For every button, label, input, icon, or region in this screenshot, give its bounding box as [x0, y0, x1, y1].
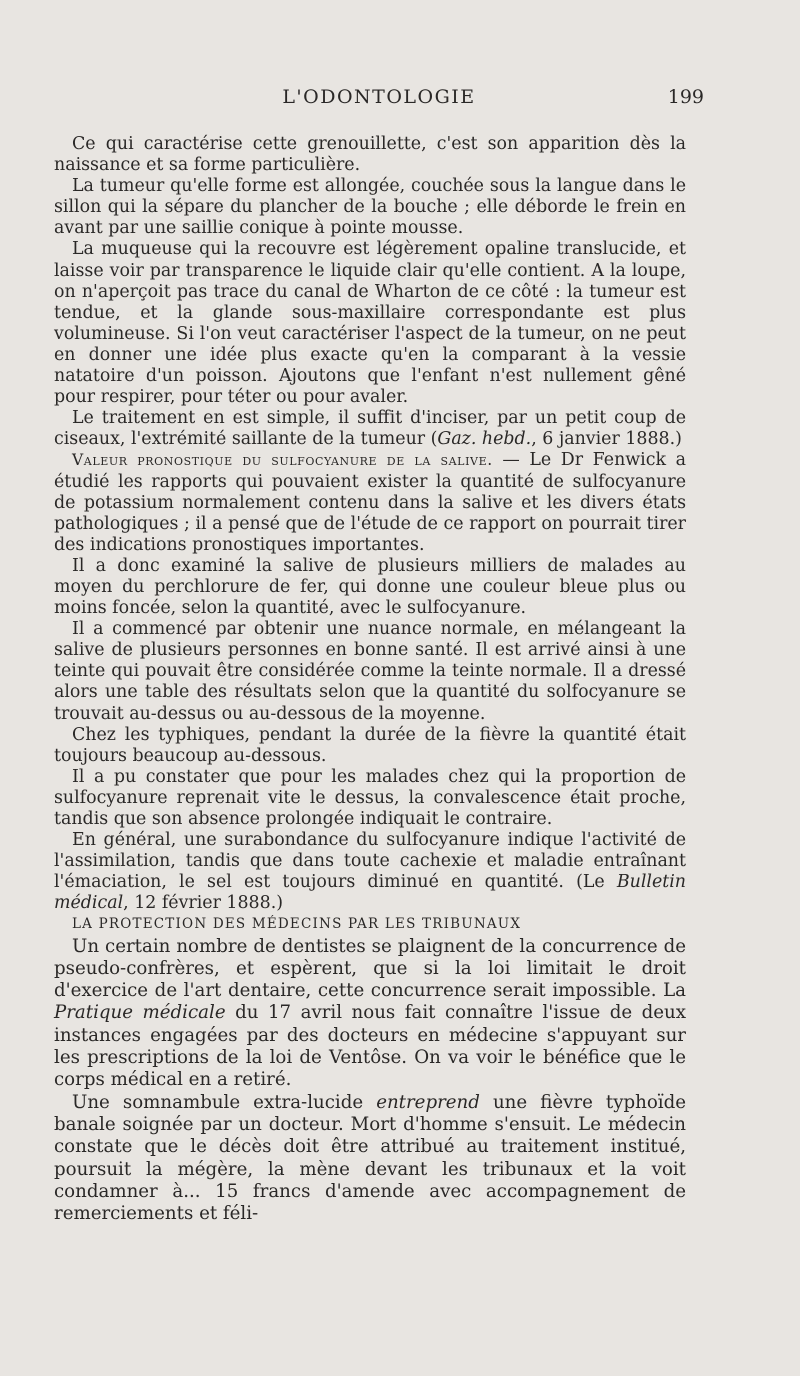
paragraph: La muqueuse qui la recouvre est légèrement opaline translucide, et laisse voir par transparence le liquide clair qu'elle contient. A la loupe, on n'aperçoit pas trace du canal de Wharton de ce côté : la tumeur est tendue, et la glande sous-maxillaire correspondante est plus volumineuse. Si l'on veut caractériser l'aspect de la tumeur, on ne peut en donner une idée plus exacte qu'en la comparant à la vessie natatoire d'un poisson. Ajoutons que l'enfant n'est nullement gêné pour respirer, pour téter ou pour avaler. [54, 239, 686, 408]
paragraph [54, 1092, 686, 1226]
paragraph [54, 408, 686, 450]
paragraph-text: une fièvre typhoïde banale soignée par un docteur. Mort d'homme s'ensuit. Le médecin constate que le décès doit être attribué au traitement institué, poursuit la mégère, la mène devant les tribunaux et la voit condamner à... 15 francs d'amende avec accompagnement de remerciements et féli- [54, 1091, 686, 1225]
paragraph: Chez les typhiques, pendant la durée de la fièvre la quantité était toujours beaucoup au-dessous. [54, 724, 686, 766]
section-heading: Valeur pronostique du sulfocyanure de la salive. [72, 451, 493, 470]
paragraph: Il a pu constater que pour les malades chez qui la proportion de sulfocyanure reprenait vite le dessus, la convalescence était proche, tandis que son absence prolongée indiquait le contraire. [54, 766, 686, 829]
section-body [54, 936, 686, 1226]
paragraph: Ce qui caractérise cette grenouillette, c'est son apparition dès la naissance et sa forme particulière. [54, 134, 686, 176]
body-text [54, 134, 686, 1225]
paragraph-text: , 12 février 1888.) [123, 893, 284, 914]
journal-title: L'ODONTOLOGIE [282, 86, 476, 108]
paragraph: Il a commencé par obtenir une nuance normale, en mélangeant la salive de plusieurs personnes en bonne santé. Il est arrivé ainsi à une teinte qui pouvait être considérée comme la teinte normale. Il a dressé alors une table des résultats selon que la quantité du solfocyanure se trouvait au-dessus ou au-dessous de la moyenne. [54, 619, 686, 724]
citation: Bulletin médical [54, 872, 686, 914]
emphasis: entreprend [376, 1091, 480, 1113]
paragraph-text: Un certain nombre de dentistes se plaignent de la concurrence de pseudo-confrères, et espèrent, que si la loi limitait le droit d'exercice de l'art dentaire, cette concurrence serait impossible. La [54, 935, 686, 1002]
dash: — [492, 450, 530, 471]
paragraph [54, 936, 686, 1092]
paragraph [54, 830, 686, 914]
citation: Gaz. hebd. [437, 429, 532, 450]
citation: Pratique médicale [54, 1002, 226, 1024]
paragraph-text: du 17 avril nous fait connaître l'issue de deux instances engagées par des docteurs en médecine s'appuyant sur les prescriptions de la loi de Ventôse. On va voir le bénéfice que le corps médical en a retiré. [54, 1002, 686, 1091]
paragraph: Il a donc examiné la salive de plusieurs milliers de malades au moyen du perchlorure de fer, qui donne une couleur bleue plus ou moins foncée, selon la quantité, avec le sulfocyanure. [54, 555, 686, 619]
paragraph-text: , 6 janvier 1888.) [531, 429, 682, 450]
section-paragraph [54, 450, 686, 555]
paragraph-text: Le Dr Fenwick a étudié les rapports qui pouvaient exister la quantité de sulfocyanure de potassium normalement contenu dans la salive et les divers états pathologiques ; il a pensé que de l'étude de ce rapport on pourrait tirer des indications pronostiques importantes. [54, 450, 686, 555]
section-title: LA PROTECTION DES MÉDECINS PAR LES TRIBUNAUX [72, 916, 522, 933]
page-number: 199 [667, 86, 704, 108]
running-head [54, 86, 704, 112]
paragraph-text: Une somnambule extra-lucide [72, 1091, 377, 1113]
paragraph-text: Le traitement en est simple, il suffit d'inciser, par un petit coup de ciseaux, l'extrémité saillante de la tumeur ( [54, 408, 686, 450]
paragraph-text: En général, une surabondance du sulfocyanure indique l'activité de l'assimilation, tandis que dans toute cachexie et maladie entraînant l'émaciation, le sel est toujours diminué en quantité. (Le [54, 830, 686, 893]
paragraph: La tumeur qu'elle forme est allongée, couchée sous la langue dans le sillon qui la sépare du plancher de la bouche ; elle déborde le frein en avant par une saillie conique à pointe mousse. [54, 176, 686, 239]
